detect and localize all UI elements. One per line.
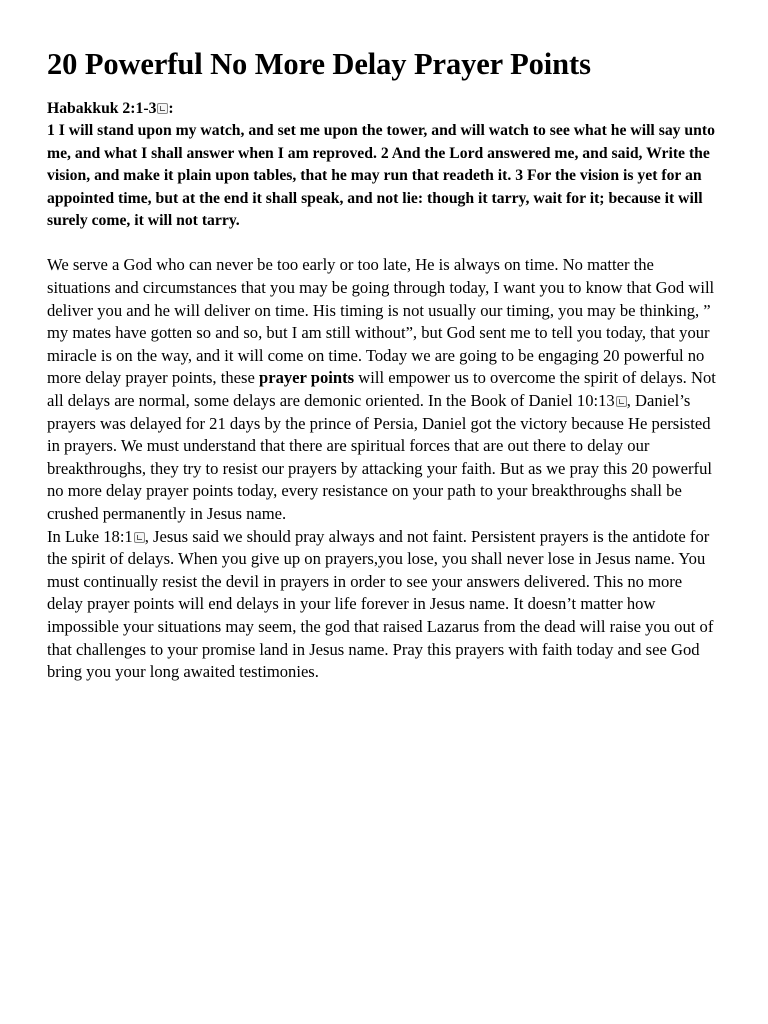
body-paragraph-2 (47, 526, 720, 684)
daniel-reference[interactable]: 10:13 (576, 391, 615, 410)
paragraph1-text-a: We serve a God who can never be too early or too late, He is always on time. No matter the situations and circumstances that you may be going through today, I want you to know that God will deliver you and he will deliver on time. His timing is not usually our timing, you may be thinking, ” my mates have gotten so and so, but I am still without”, but God sent me to tell you today, that your miracle is on the way, and it will come on time. Today we are going to be engaging 20 powerful no more delay prayer points, these (47, 255, 715, 388)
page-title: 20 Powerful No More Delay Prayer Points (47, 47, 591, 81)
luke-reference[interactable]: 18:1 (103, 526, 133, 546)
reference-popup-icon[interactable] (616, 396, 627, 407)
paragraph1-text-b: will empower us to overcome the spirit of delays. Not all delays are normal, some delays are demonic oriented. In the Book of Daniel (47, 368, 716, 410)
reference-popup-icon[interactable] (134, 532, 145, 543)
reference-popup-icon[interactable] (157, 103, 168, 114)
body-paragraph-1 (47, 254, 720, 525)
prayer-points-bold: prayer points (258, 368, 355, 388)
paragraph2-text-a: In Luke (47, 526, 104, 546)
scripture-reference-suffix: : (168, 100, 174, 117)
paragraph2-text-b: , Jesus said we should pray always and not faint. Persistent prayers is the antidote for the spirit of delays. When you give up on prayers,you lose, you shall never lose in Jesus name. You must continually resist the devil in prayers in order to see your answers delivered. This no more delay prayer points will end delays in your life forever in Jesus name. It doesn’t matter how impossible your situations may seem, the god that raised Lazarus from the dead will raise you out of that challenges to your promise land in Jesus name. Pray this prayers with faith today and see God bring you your long awaited testimonies. (47, 526, 714, 682)
scripture-text: 1 I will stand upon my watch, and set me upon the tower, and will watch to see what he will say unto me, and what I shall answer when I am reproved. 2 And the Lord answered me, and said, Write the vision, and make it plain upon tables, that he may run that readeth it. 3 For the vision is yet for an appointed time, but at the end it shall speak, and not lie: though it tarry, wait for it; because it will surely come, it will not tarry. (47, 122, 715, 230)
scripture-reference[interactable]: Habakkuk 2:1-3 (47, 100, 157, 117)
scripture-reference-line (47, 98, 720, 120)
paragraph1-text-c: , Daniel’s prayers was delayed for 21 days by the prince of Persia, Daniel got the victory because He persisted in prayers. We must understand that there are spiritual forces that are out there to delay our breakthroughs, they try to resist our prayers by attacking your faith. But as we pray this 20 powerful no more delay prayer points today, every resistance on your path to your breakthroughs shall be crushed permanently in Jesus name. (47, 391, 712, 523)
scripture-block (47, 98, 720, 232)
